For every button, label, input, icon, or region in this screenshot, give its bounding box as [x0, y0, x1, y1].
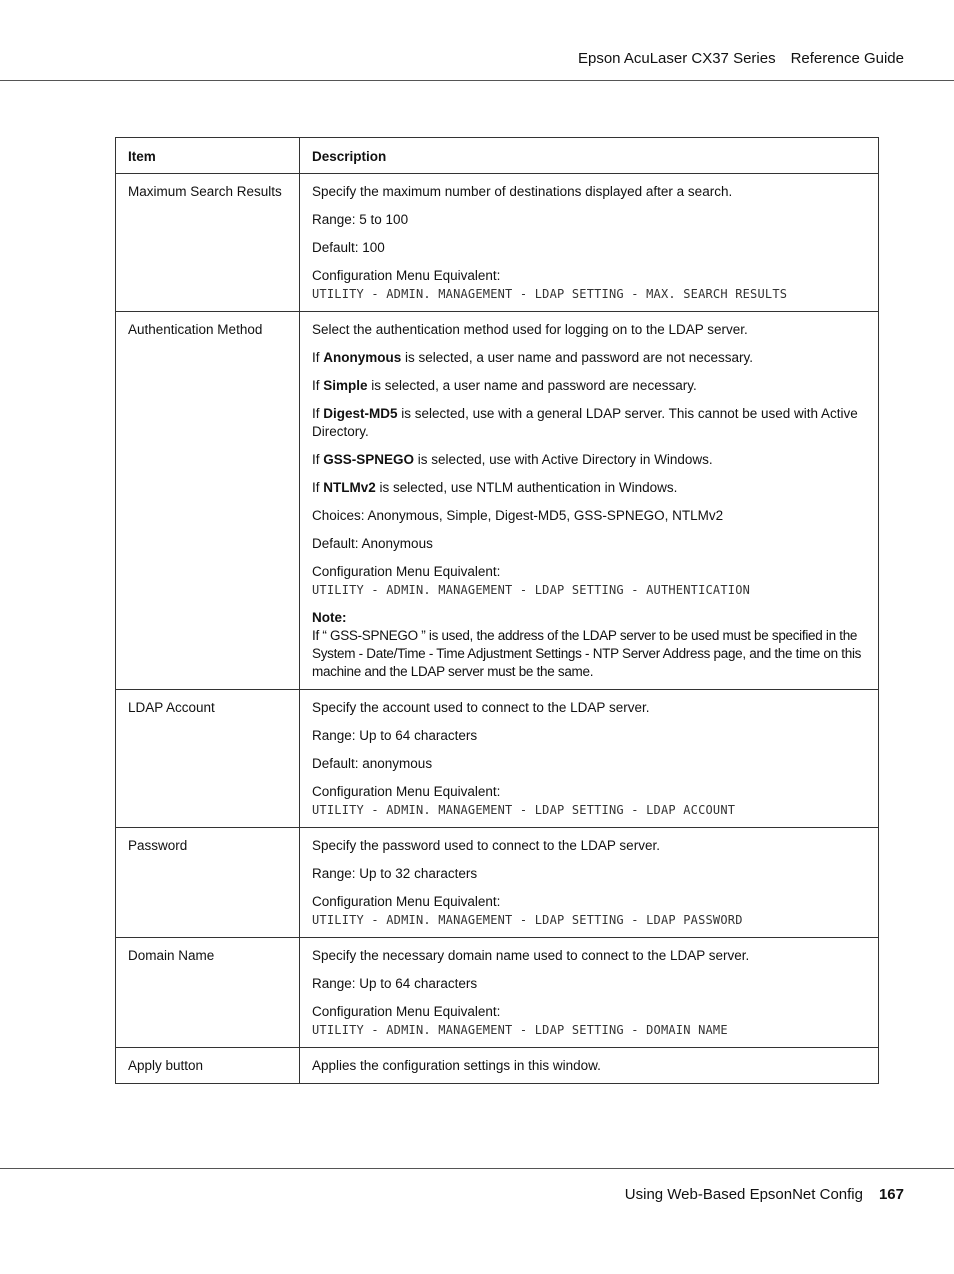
default-text: Default: anonymous [312, 756, 433, 771]
note-title: Note: [312, 610, 347, 625]
range-text: Range: Up to 64 characters [312, 728, 478, 743]
text-prefix: If [312, 350, 324, 365]
text-suffix: is selected, a user name and password are not necessary. [401, 350, 753, 365]
config-equivalent [312, 563, 868, 599]
running-header [578, 50, 904, 67]
description-text: Select the authentication method used for logging on to the LDAP server. [312, 322, 748, 337]
config-label: Configuration Menu Equivalent: [312, 1004, 501, 1019]
config-equivalent [312, 783, 868, 819]
config-path: UTILITY - ADMIN. MANAGEMENT - LDAP SETTING - DOMAIN NAME [312, 1023, 728, 1037]
description-text: Specify the maximum number of destinations displayed after a search. [312, 184, 733, 199]
config-label: Configuration Menu Equivalent: [312, 564, 501, 579]
config-label: Configuration Menu Equivalent: [312, 894, 501, 909]
text-suffix: is selected, use with Active Directory in Windows. [414, 452, 713, 467]
running-footer [625, 1186, 904, 1203]
option-name: Simple [323, 378, 368, 393]
product-name: Epson AcuLaser CX37 Series [577, 50, 776, 67]
option-anonymous [312, 349, 868, 367]
text-prefix: If [312, 406, 324, 421]
note [312, 609, 868, 681]
description-cell [300, 1048, 879, 1084]
description-cell [300, 690, 879, 828]
table-row [116, 938, 879, 1048]
item-cell: LDAP Account [116, 690, 300, 828]
range-text: Range: Up to 64 characters [312, 976, 478, 991]
item-cell: Password [116, 828, 300, 938]
page-number: 167 [878, 1186, 904, 1203]
range-text: Range: 5 to 100 [312, 212, 409, 227]
item-cell: Domain Name [116, 938, 300, 1048]
description-cell [300, 938, 879, 1048]
description-text: Specify the necessary domain name used to connect to the LDAP server. [312, 948, 750, 963]
config-path: UTILITY - ADMIN. MANAGEMENT - LDAP SETTING - MAX. SEARCH RESULTS [312, 287, 788, 301]
description-cell [300, 828, 879, 938]
config-label: Configuration Menu Equivalent: [312, 784, 501, 799]
table-row [116, 174, 879, 312]
item-cell: Authentication Method [116, 312, 300, 690]
option-name: Anonymous [323, 350, 402, 365]
text-suffix: is selected, use with a general LDAP server. This cannot be used with Active Directory. [312, 406, 858, 439]
config-label: Configuration Menu Equivalent: [312, 268, 501, 283]
option-name: GSS-SPNEGO [323, 452, 415, 467]
note-body: If “ GSS-SPNEGO ” is used, the address of the LDAP server to be used must be specified in the System - Date/Time - Time Adjustment Settings - NTP Server Address page, and the time on this machine and the LDAP server must be the same. [312, 628, 862, 679]
default-text: Default: 100 [312, 240, 385, 255]
text-suffix: is selected, use NTLM authentication in Windows. [375, 480, 678, 495]
config-equivalent [312, 1003, 868, 1039]
choices-text: Choices: Anonymous, Simple, Digest-MD5, GSS-SPNEGO, NTLMv2 [312, 508, 724, 523]
settings-table [115, 137, 879, 1084]
option-gss-spnego [312, 451, 868, 469]
header-rule [0, 80, 954, 81]
description-cell [300, 174, 879, 312]
text-prefix: If [312, 480, 324, 495]
col-header-item: Item [116, 138, 300, 174]
description-cell [300, 312, 879, 690]
guide-name: Reference Guide [790, 50, 904, 67]
description-text: Specify the password used to connect to the LDAP server. [312, 838, 660, 853]
option-digest-md5 [312, 405, 868, 441]
option-ntlmv2 [312, 479, 868, 497]
config-path: UTILITY - ADMIN. MANAGEMENT - LDAP SETTING - LDAP PASSWORD [312, 913, 743, 927]
table-header-row [116, 138, 879, 174]
item-cell: Apply button [116, 1048, 300, 1084]
description-text: Applies the configuration settings in this window. [312, 1058, 601, 1073]
text-prefix: If [312, 452, 324, 467]
config-path: UTILITY - ADMIN. MANAGEMENT - LDAP SETTING - AUTHENTICATION [312, 583, 751, 597]
item-cell: Maximum Search Results [116, 174, 300, 312]
option-simple [312, 377, 868, 395]
text-prefix: If [312, 378, 324, 393]
table-row [116, 312, 879, 690]
table-row [116, 690, 879, 828]
table-row [116, 1048, 879, 1084]
default-text: Default: Anonymous [312, 536, 433, 551]
config-equivalent [312, 893, 868, 929]
range-text: Range: Up to 32 characters [312, 866, 478, 881]
config-path: UTILITY - ADMIN. MANAGEMENT - LDAP SETTING - LDAP ACCOUNT [312, 803, 736, 817]
section-title: Using Web-Based EpsonNet Config [624, 1186, 863, 1203]
text-suffix: is selected, a user name and password are necessary. [367, 378, 697, 393]
table-row [116, 828, 879, 938]
option-name: Digest-MD5 [323, 406, 398, 421]
footer-rule [0, 1168, 954, 1169]
config-equivalent [312, 267, 868, 303]
description-text: Specify the account used to connect to the LDAP server. [312, 700, 650, 715]
col-header-description: Description [300, 138, 879, 174]
option-name: NTLMv2 [323, 480, 376, 495]
